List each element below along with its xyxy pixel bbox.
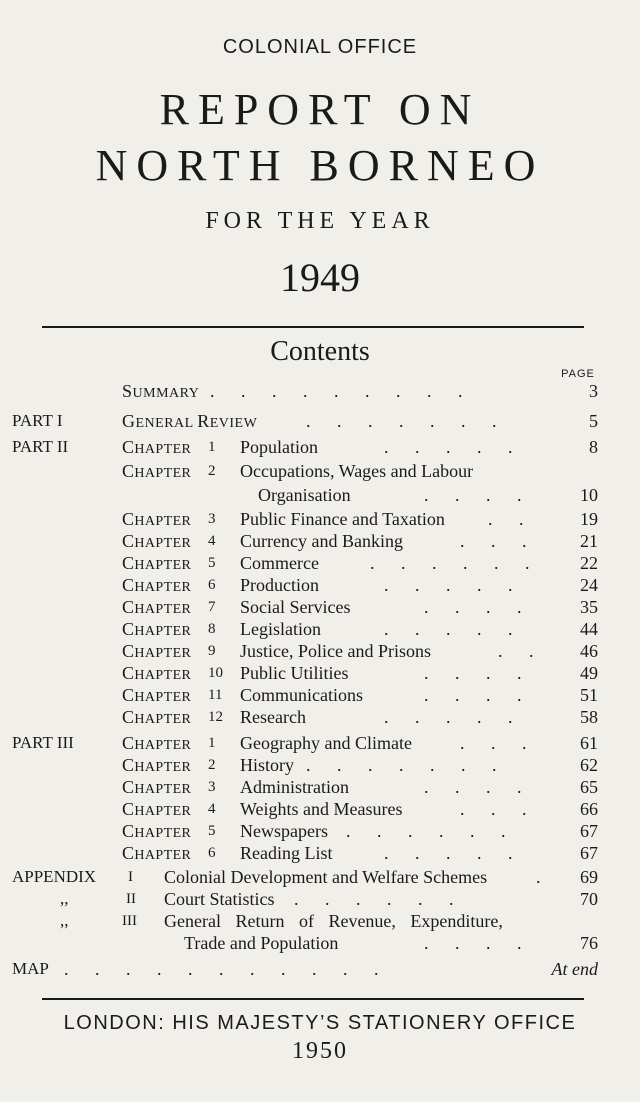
chapter-number: 3 <box>208 511 216 527</box>
top-divider <box>42 326 584 328</box>
toc-row-appendix-3-cont: Trade and Population . . . . 76 <box>184 933 598 953</box>
appendix-title: Colonial Development and Welfare Schemes <box>164 867 488 887</box>
chapter-title: Reading List <box>240 843 333 863</box>
chapter-number: 1 <box>208 439 216 455</box>
chapter-title: Public Utilities <box>240 663 349 683</box>
toc-page: 44 <box>580 619 598 639</box>
appendix-number: I <box>128 869 133 885</box>
toc-general-review-label: GENERAL REVIEW <box>122 411 258 431</box>
toc-page: 24 <box>580 575 598 595</box>
chapter-number: 2 <box>208 463 216 479</box>
toc-row-part2-ch11: CHAPTER 11 Communications . . . . 51 <box>122 685 598 705</box>
appendix-title-continued: Trade and Population <box>184 933 339 953</box>
chapter-number: 5 <box>208 555 216 571</box>
toc-page: 22 <box>580 553 598 573</box>
toc-page: 8 <box>589 437 598 457</box>
map-label: MAP <box>12 959 49 978</box>
publisher-line: LONDON: HIS MAJESTY’S STATIONERY OFFICE <box>63 1012 577 1034</box>
title-line-3: FOR THE YEAR <box>205 208 435 234</box>
chapter-number: 6 <box>208 845 216 861</box>
toc-page: 67 <box>580 843 598 863</box>
toc-row-part2-ch6: CHAPTER 6 Production . . . . . 24 <box>122 575 598 595</box>
chapter-title: Geography and Climate <box>240 733 412 753</box>
toc-row-part3-ch4: CHAPTER 4 Weights and Measures . . . 66 <box>122 799 598 819</box>
chapter-title: Justice, Police and Prisons <box>240 641 431 661</box>
appendix-title: General Return of Revenue, Expenditure, <box>164 911 503 931</box>
toc-row-part3-ch2: CHAPTER 2 History . . . . . . . 62 <box>122 755 598 775</box>
toc-summary-label: SUMMARY <box>122 381 200 401</box>
part-label: PART III <box>12 733 74 752</box>
chapter-number: 2 <box>208 757 216 773</box>
chapter-number: 3 <box>208 779 216 795</box>
toc-page: 3 <box>589 381 598 401</box>
chapter-title: Legislation <box>240 619 321 639</box>
toc-row-part3-ch1: PART III CHAPTER 1 Geography and Climate . . . 61 <box>12 733 598 753</box>
appendix-number: II <box>126 891 136 907</box>
chapter-number: 4 <box>208 801 216 817</box>
toc-page: 76 <box>580 933 598 953</box>
toc-row-part2-ch12: CHAPTER 12 Research . . . . . 58 <box>122 707 598 727</box>
toc-row-part2-ch2: CHAPTER 2 Occupations, Wages and Labour <box>122 461 474 481</box>
toc-page: 5 <box>589 411 598 431</box>
toc-page: 62 <box>580 755 598 775</box>
toc-row-map: MAP . . . . . . . . . . . At end <box>12 959 598 979</box>
chapter-number: 10 <box>208 665 223 681</box>
toc-page: 58 <box>580 707 598 727</box>
chapter-number: 9 <box>208 643 216 659</box>
chapter-title: Research <box>240 707 306 727</box>
title-line-1: REPORT ON <box>159 85 481 134</box>
toc-page: 67 <box>580 821 598 841</box>
appendix-label: APPENDIX <box>12 867 97 886</box>
chapter-title: Social Services <box>240 597 351 617</box>
toc-row-appendix-3 <box>0 910 640 932</box>
chapter-number: 12 <box>208 709 223 725</box>
toc-page: 49 <box>580 663 598 683</box>
chapter-title: Administration <box>240 777 349 797</box>
bottom-divider <box>42 998 584 1000</box>
toc-row-part2-ch1: PART II CHAPTER 1 Population . . . . . 8 <box>12 437 598 457</box>
chapter-number: 6 <box>208 577 216 593</box>
chapter-title: Commerce <box>240 553 319 573</box>
publication-year: 1950 <box>292 1038 348 1064</box>
toc-row-part2-ch2-cont: Organisation . . . . 10 <box>258 485 598 505</box>
toc-row-part2-ch8: CHAPTER 8 Legislation . . . . . 44 <box>122 619 598 639</box>
chapter-title-continued: Organisation <box>258 485 351 505</box>
chapter-number: 7 <box>208 599 216 615</box>
part-label: PART II <box>12 437 69 456</box>
chapter-number: 11 <box>208 687 223 703</box>
chapter-title: Production <box>240 575 319 595</box>
toc-row-part2-ch3: CHAPTER 3 Public Finance and Taxation . . 19 <box>122 509 598 529</box>
title-line-2: NORTH BORNEO <box>95 141 545 190</box>
ditto-mark: ,, <box>60 889 69 908</box>
toc-page: 65 <box>580 777 598 797</box>
appendix-number: III <box>122 913 137 929</box>
toc-page: 35 <box>580 597 598 617</box>
report-year: 1949 <box>280 255 360 300</box>
toc-page: 21 <box>580 531 598 551</box>
toc-row-part2-ch5: CHAPTER 5 Commerce . . . . . . 22 <box>122 553 598 573</box>
toc-page: 19 <box>580 509 598 529</box>
chapter-number: 4 <box>208 533 216 549</box>
department-name: COLONIAL OFFICE <box>222 36 418 58</box>
toc-page: 70 <box>580 889 598 909</box>
toc-page: 51 <box>580 685 598 705</box>
chapter-title: Newspapers <box>240 821 328 841</box>
ditto-mark: ,, <box>60 911 69 930</box>
toc-row-part2-ch10: CHAPTER 10 Public Utilities . . . . 49 <box>122 663 598 683</box>
chapter-number: 1 <box>208 735 216 751</box>
chapter-title: Population <box>240 437 319 457</box>
chapter-title: Communications <box>240 685 363 705</box>
contents-heading: Contents <box>270 336 370 367</box>
toc-page: At end <box>551 959 598 979</box>
chapter-title: Weights and Measures <box>240 799 403 819</box>
toc-row-part3-ch3: CHAPTER 3 Administration . . . . 65 <box>122 777 598 797</box>
toc-page: 66 <box>580 799 598 819</box>
toc-page: 61 <box>580 733 598 753</box>
chapter-title: Currency and Banking <box>240 531 403 551</box>
chapter-title: Occupations, Wages and Labour <box>240 461 474 481</box>
chapter-title: History <box>240 755 294 775</box>
chapter-number: 5 <box>208 823 216 839</box>
appendix-title: Court Statistics <box>164 889 275 909</box>
toc-row-part2-ch4: CHAPTER 4 Currency and Banking . . . 21 <box>122 531 598 551</box>
toc-page: 46 <box>580 641 598 661</box>
chapter-title: Public Finance and Taxation <box>240 509 445 529</box>
toc-row-part3-ch5: CHAPTER 5 Newspapers . . . . . . 67 <box>122 821 598 841</box>
toc-page: 10 <box>580 485 598 505</box>
toc-row-part3-ch6: CHAPTER 6 Reading List . . . . . 67 <box>122 843 598 863</box>
page-column-label: PAGE <box>561 368 595 380</box>
toc-row-part2-ch9: CHAPTER 9 Justice, Police and Prisons . . 46 <box>122 641 598 661</box>
toc-row-appendix-1: APPENDIX I Colonial Development and Welfare Schemes . 69 <box>12 867 598 887</box>
toc-row-general-review: PART I GENERAL REVIEW . . . . . . . 5 <box>0 410 640 432</box>
part-label: PART I <box>12 411 63 430</box>
toc-row-summary: SUMMARY . . . . . . . . . 3 <box>0 380 640 402</box>
toc-page: 69 <box>580 867 598 887</box>
toc-row-appendix-2: ,, II Court Statistics . . . . . . 70 <box>60 889 598 909</box>
toc-row-part2-ch7: CHAPTER 7 Social Services . . . . 35 <box>122 597 598 617</box>
chapter-number: 8 <box>208 621 216 637</box>
